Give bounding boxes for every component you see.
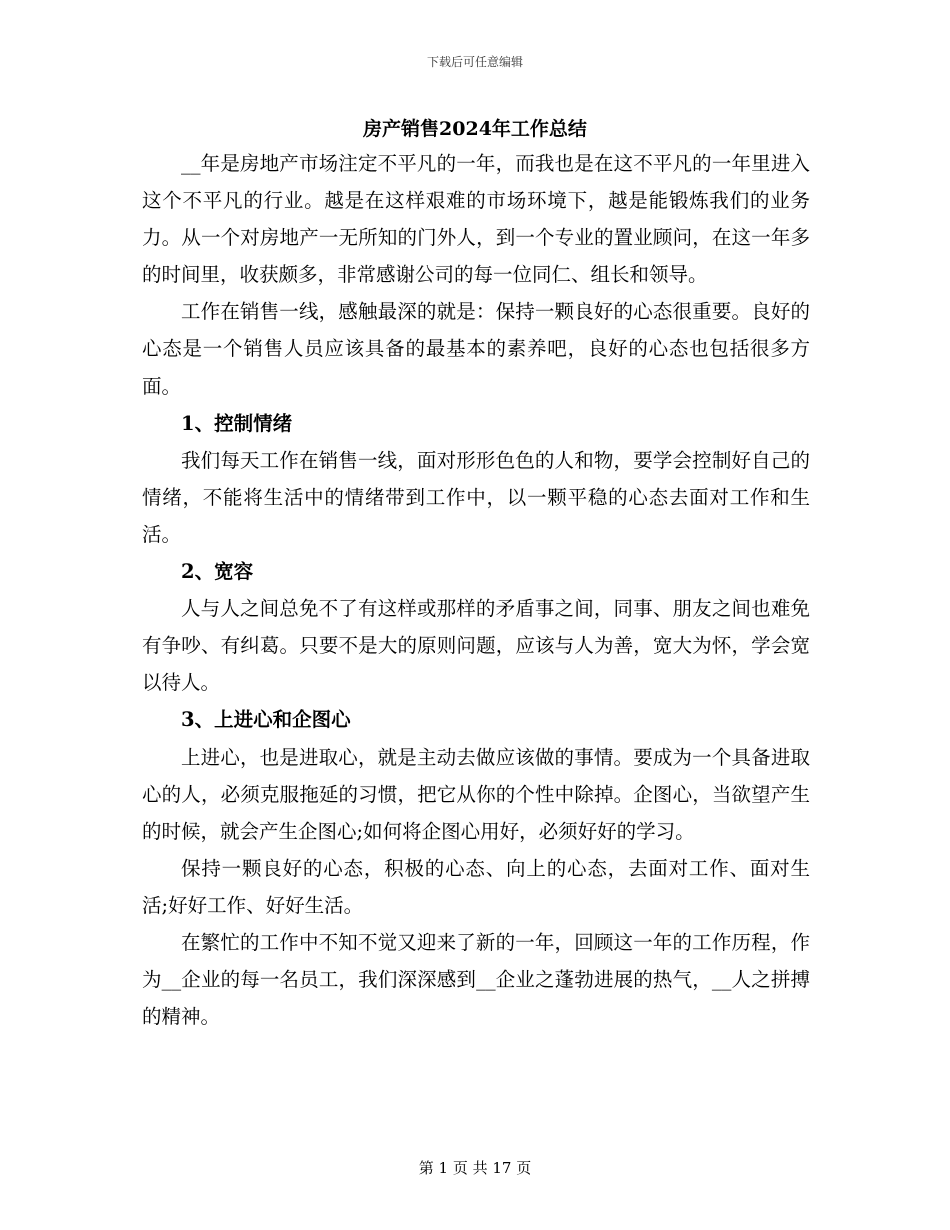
- section-heading: 2、宽容: [181, 560, 254, 584]
- paragraph: 人与人之间总免不了有这样或那样的矛盾事之间，同事、朋友之间也难免有争吵、有纠葛。只要不是大的原则问题，应该与人为善，宽大为怀，学会宽以待人。: [142, 597, 810, 695]
- document-title: 房产销售2024年工作总结: [363, 118, 587, 140]
- section-heading: 3、上进心和企图心: [181, 708, 351, 732]
- paragraph: 工作在销售一线，感触最深的就是：保持一颗良好的心态很重要。良好的心态是一个销售人员应该具备的最基本的素养吧，良好的心态也包括很多方面。: [142, 300, 810, 398]
- paragraph: 上进心，也是进取心，就是主动去做应该做的事情。要成为一个具备进取心的人，必须克服拖延的习惯，把它从你的个性中除掉。企图心，当欲望产生的时候，就会产生企图心;如何将企图心用好，必须好好的学习。: [142, 745, 810, 843]
- document-body: [142, 145, 810, 1035]
- header-note: 下载后可任意编辑: [426, 55, 523, 69]
- page-footer: 第 1 页 共 17 页: [418, 1159, 532, 1177]
- paragraph: 在繁忙的工作中不知不觉又迎来了新的一年，回顾这一年的工作历程，作为__企业的每一名员工，我们深深感到__企业之蓬勃进展的热气，__人之拼搏的精神。: [142, 930, 810, 1029]
- paragraph: 保持一颗良好的心态，积极的心态、向上的心态，去面对工作、面对生活;好好工作、好好生活。: [142, 856, 810, 917]
- section-heading: 1、控制情绪: [181, 411, 293, 435]
- paragraph: 我们每天工作在销售一线，面对形形色色的人和物，要学会控制好自己的情绪，不能将生活中的情绪带到工作中，以一颗平稳的心态去面对工作和生活。: [142, 448, 810, 546]
- paragraph: __年是房地产市场注定不平凡的一年，而我也是在这不平凡的一年里进入这个不平凡的行业。越是在这样艰难的市场环境下，越是能锻炼我们的业务力。从一个对房地产一无所知的门外人，到一个专业的置业顾问，在这一年多的时间里，收获颇多，非常感谢公司的每一位同仁、组长和领导。: [142, 152, 810, 287]
